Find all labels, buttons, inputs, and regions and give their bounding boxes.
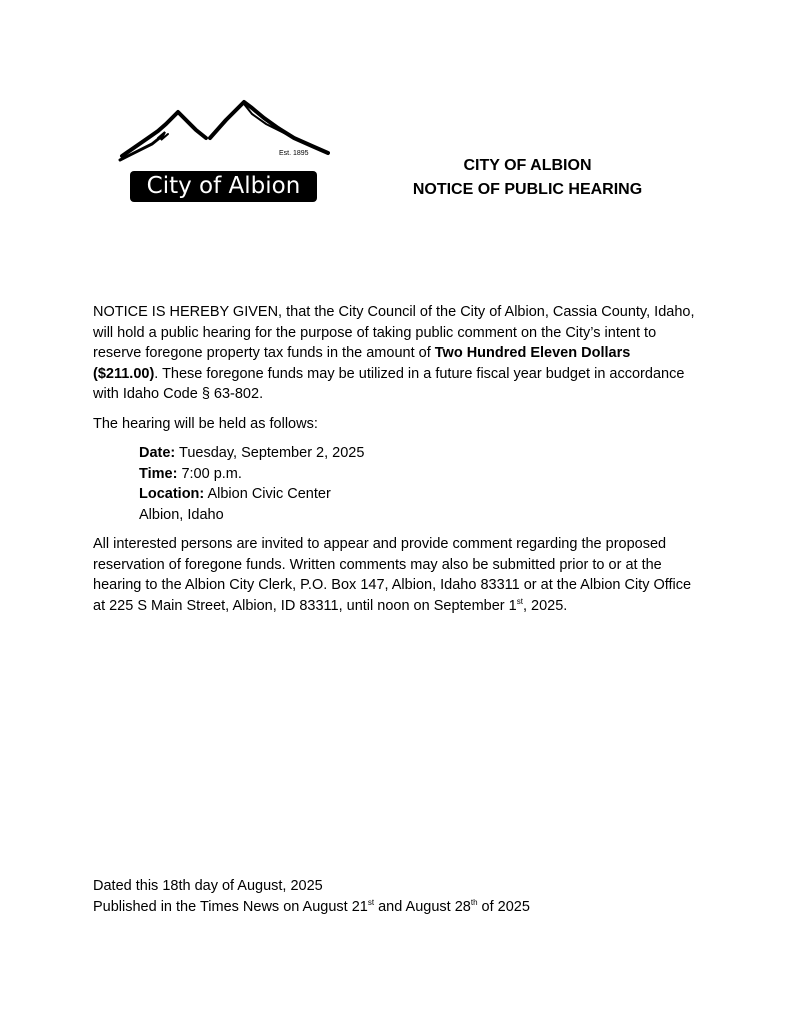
notice-paragraph-3 [93,534,698,616]
notice-paragraph-1 [93,302,698,405]
date-value: Tuesday, September 2, 2025 [175,445,365,461]
mountains-icon [118,98,330,168]
notice-heading [400,154,655,202]
city-logo [118,98,330,206]
published-a: Published in the Times News on August 21 [93,898,368,915]
notice-body [93,302,698,616]
hearing-time [139,464,698,485]
date-label: Date: [139,445,176,461]
hearing-location [139,484,698,505]
heading-title: NOTICE OF PUBLIC HEARING [412,181,643,198]
location-label: Location: [139,486,205,502]
dated-line: Dated this 18th day of August, 2025 [93,878,323,894]
logo-est-text: Est. 1895 [279,150,309,157]
hearing-date [139,443,698,464]
notice-footer [93,876,698,917]
time-value: 7:00 p.m. [177,465,242,482]
published-sup-1: st [367,897,375,907]
hearing-details [139,443,698,525]
published-b: and August 28 [374,898,471,915]
heading-city: CITY OF ALBION [463,157,592,174]
published-line [93,897,698,918]
notice-paragraph-2: The hearing will be held as follows: [93,415,318,432]
p3-end: , 2025. [522,597,568,614]
published-sup-2: th [470,897,478,907]
amount-text: Two Hundred Eleven Dollars ($211.00) [93,345,631,382]
location-value: Albion Civic Center [204,486,331,502]
hearing-location-city: Albion, Idaho [139,506,224,523]
p1-end: . These foregone funds may be utilized in a future fiscal year budget in accordance with Idaho Code § 63-802. [93,365,685,402]
published-c: of 2025 [477,898,530,915]
p1-start: NOTICE IS HEREBY GIVEN, that the City Council of the City of Albion, Cassia County, Idaho, will hold a public hearing for the purpose of taking public comment on the City’s intent to reserve foregone property tax funds in the amount of [93,304,695,361]
p3-superscript: st [516,596,523,606]
p3-start: All interested persons are invited to appear and provide comment regarding the proposed reservation of foregone funds. Written comments may also be submitted prior to or at the hearing to the Albion City Clerk, P.O. Box 147, Albion, Idaho 83311 or at the Albion City Office at 225 S Main Street, Albion, ID 83311, until noon on September 1 [93,536,692,614]
time-label: Time: [139,465,178,482]
logo-name-plate: City of Albion [130,171,317,202]
